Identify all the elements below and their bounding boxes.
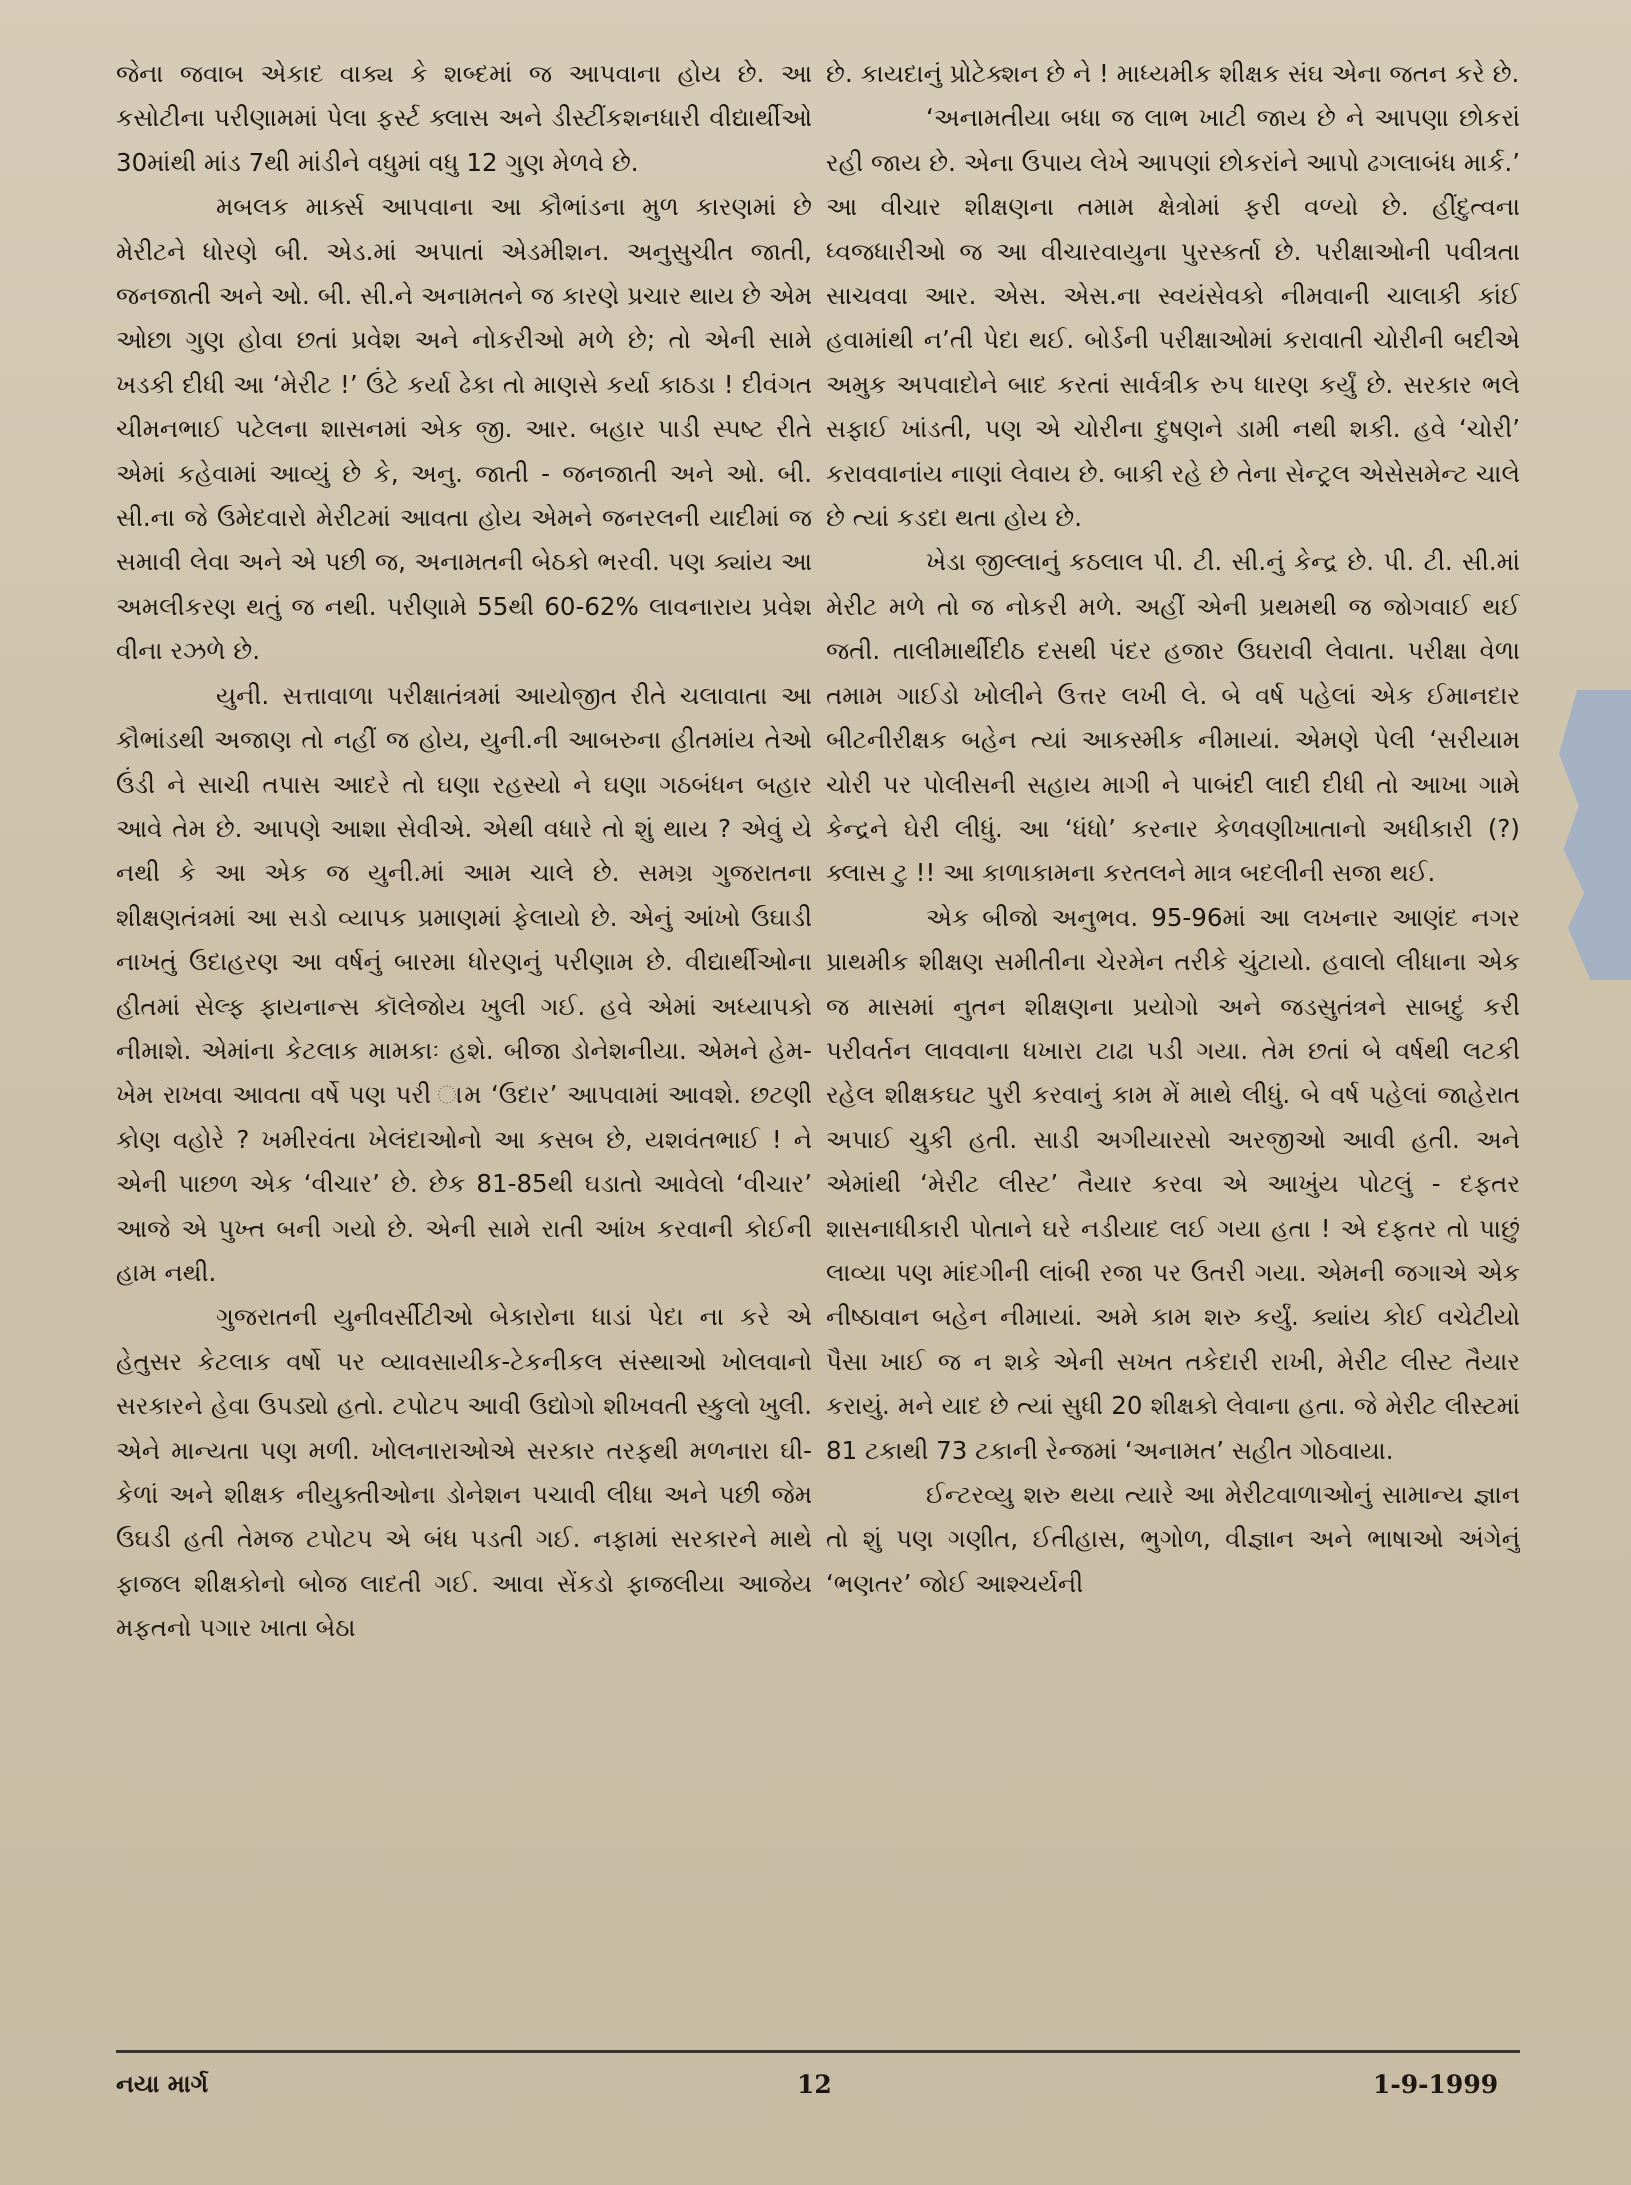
paragraph: ગુજરાતની યુનીવર્સીટીઓ બેકારોના ધાડાં પેદા ના કરે એ હેતુસર કેટલાક વર્ષો પર વ્યાવસાયીક-ટેકનીકલ સંસ્થાઓ ખોલવાનો સરકારને હેવા ઉપડ્યો હતો. ટપોટપ આવી ઉદ્યોગો શીખવતી સ્કુલો ખુલી. એને માન્યતા પણ મળી. ખોલનારાઓએ સરકાર તરફથી મળનારા ઘી-કેળાં અને શીક્ષક નીયુક્તીઓના ડોનેશન પચાવી લીધા અને પછી જેમ ઉઘડી હતી તેમજ ટપોટપ એ બંધ પડતી ગઈ. નફામાં સરકારને માથે ફાજલ શીક્ષકોનો બોજ લાદતી ગઈ. આવા સેંકડો ફાજલીયા આજેય મફતનો પગાર ખાતા બેઠા [116,1302,812,1643]
page-number: 12 [797,2070,832,2099]
paragraph: છે. કાયદાનું પ્રોટેક્શન છે ને ! માધ્યમીક શીક્ષક સંઘ એના જતન કરે છે. [826,59,1520,88]
torn-paper-edge [1541,690,1631,980]
paragraph: ખેડા જીલ્લાનું કઠલાલ પી. ટી. સી.નું કેન્દ્ર છે. પી. ટી. સી.માં મેરીટ મળે તો જ નોકરી મળે. અહીં એની પ્રથમથી જ જોગવાઈ થઈ જતી. તાલીમાર્થીદીઠ દસથી પંદર હજાર ઉઘરાવી લેવાતા. પરીક્ષા વેળા તમામ ગાઈડો ખોલીને ઉત્તર લખી લે. બે વર્ષ પહેલાં એક ઈમાનદાર બીટનીરીક્ષક બહેન ત્યાં આકસ્મીક નીમાયાં. એમણે પેલી ‘સરીયામ ચોરી પર પોલીસની સહાય માગી ને પાબંદી લાદી દીધી તો આખા ગામે કેન્દ્રને ઘેરી લીધું. આ ‘ધંધો’ કરનાર કેળવણીખાતાનો અધીકારી (?) ક્લાસ ટુ !! આ કાળાકામના કરતલને માત્ર બદલીની સજા થઈ. [826,547,1520,888]
paragraph: યુની. સત્તાવાળા પરીક્ષાતંત્રમાં આયોજીત રીતે ચલાવાતા આ કૌભાંડથી અજાણ તો નહીં જ હોય, યુની.ની આબરુના હીતમાંય તેઓ ઉંડી ને સાચી તપાસ આદરે તો ઘણા રહસ્યો ને ઘણા ગઠબંધન બહાર આવે તેમ છે. આપણે આશા સેવીએ. એથી વધારે તો શું થાય ? એવું યે નથી કે આ એક જ યુની.માં આમ ચાલે છે. સમગ્ર ગુજરાતના શીક્ષણતંત્રમાં આ સડો વ્યાપક પ્રમાણમાં ફેલાયો છે. એનું આંખો ઉઘાડી નાખતું ઉદાહરણ આ વર્ષનું બારમા ધોરણનું પરીણામ છે. વીદ્યાર્થીઓના હીતમાં સેલ્ફ ફાયનાન્સ કૉલેજોય ખુલી ગઈ. હવે એમાં અધ્યાપકો નીમાશે. એમાંના કેટલાક મામકાઃ હશે. બીજા ડોનેશનીયા. એમને હેમ-ખેમ રાખવા આવતા વર્ષે પણ પરી ામ ‘ઉદાર’ આપવામાં આવશે. છટણી કોણ વહોરે ? ખમીરવંતા ખેલંદાઓનો આ કસબ છે, યશવંતભાઈ ! ને એની પાછળ એક ‘વીચાર’ છે. છેક 81-85થી ઘડાતો આવેલો ‘વીચાર’ આજે એ પુખ્ત બની ગયો છે. એની સામે રાતી આંખ કરવાની કોઈની હામ નથી. [116,680,812,1287]
publication-name: નયા માર્ગ [116,2070,209,2098]
paragraph: ઈન્ટરવ્યુ શરુ થયા ત્યારે આ મેરીટવાળાઓનું સામાન્ય જ્ઞાન તો શું પણ ગણીત, ઈતીહાસ, ભુગોળ, વીજ્ઞાન અને ભાષાઓ અંગેનું ‘ભણતર’ જોઈ આશ્ચર્યની [826,1480,1520,1598]
issue-date: 1-9-1999 [1373,2070,1499,2099]
paragraph: જેના જવાબ એકાદ વાક્ય કે શબ્દમાં જ આપવાના હોય છે. આ કસોટીના પરીણામમાં પેલા ફર્સ્ટ ક્લાસ અને ડીસ્ટીંકશનધારી વીદ્યાર્થીઓ 30માંથી માંડ 7થી માંડીને વધુમાં વધુ 12 ગુણ મેળવે છે. [116,59,812,177]
paragraph: ‘અનામતીયા બધા જ લાભ ખાટી જાય છે ને આપણા છોકરાં રહી જાય છે. એના ઉપાય લેખે આપણાં છોકરાંને આપો ઢગલાબંધ માર્ક.’ આ વીચાર શીક્ષણના તમામ ક્ષેત્રોમાં ફરી વળ્યો છે. હીંદુત્વના ધ્વજધારીઓ જ આ વીચારવાયુના પુરસ્કર્તા છે. પરીક્ષાઓની પવીત્રતા સાચવવા આર. એસ. એસ.ના સ્વયંસેવકો નીમવાની ચાલાકી કાંઈ હવામાંથી ન’તી પેદા થઈ. બોર્ડની પરીક્ષાઓમાં કરાવાતી ચોરીની બદીએ અમુક અપવાદોને બાદ કરતાં સાર્વત્રીક રુપ ધારણ કર્યું છે. સરકાર ભલે સફાઈ ખાંડતી, પણ એ ચોરીના દુષણને ડામી નથી શકી. હવે ‘ચોરી’ કરાવવાનાંય નાણાં લેવાય છે. બાકી રહે છે તેના સેન્ટ્રલ એસેસમેન્ટ ચાલે છે ત્યાં કડદા થતા હોય છે. [826,103,1520,533]
paragraph: એક બીજો અનુભવ. 95-96માં આ લખનાર આણંદ નગર પ્રાથમીક શીક્ષણ સમીતીના ચેરમેન તરીકે ચુંટાયો. હવાલો લીધાના એક જ માસમાં નુતન શીક્ષણના પ્રયોગો અને જડસુતંત્રને સાબદું કરી પરીવર્તન લાવવાના ધખારા ટાઢા પડી ગયા. તેમ છતાં બે વર્ષથી લટકી રહેલ શીક્ષકઘટ પુરી કરવાનું કામ મેં માથે લીધું. બે વર્ષ પહેલાં જાહેરાત અપાઈ ચુકી હતી. સાડી અગીયારસો અરજીઓ આવી હતી. અને એમાંથી ‘મેરીટ લીસ્ટ’ તૈયાર કરવા એ આખુંય પોટલું - દફતર શાસનાધીકારી પોતાને ઘરે નડીયાદ લઈ ગયા હતા ! એ દફતર તો પાછું લાવ્યા પણ માંદગીની લાંબી રજા પર ઉતરી ગયા. એમની જગાએ એક નીષ્ઠાવાન બહેન નીમાયાં. અમે કામ શરુ કર્યું. ક્યાંય કોઈ વચેટીયો પૈસા ખાઈ જ ન શકે એની સખત તકેદારી રાખી, મેરીટ લીસ્ટ તૈયાર કરાયું. મને યાદ છે ત્યાં સુધી 20 શીક્ષકો લેવાના હતા. જે મેરીટ લીસ્ટમાં 81 ટકાથી 73 ટકાની રેન્જમાં ‘અનામત’ સહીત ગોઠવાયા. [826,902,1520,1465]
right-column [826,52,1520,2037]
paragraph: મબલક માર્ક્સ આપવાના આ કૌભાંડના મુળ કારણમાં છે મેરીટને ધોરણે બી. એડ.માં અપાતાં એડમીશન. અનુસુચીત જાતી, જનજાતી અને ઓ. બી. સી.ને અનામતને જ કારણે પ્રચાર થાય છે એમ ઓછા ગુણ હોવા છતાં પ્રવેશ અને નોકરીઓ મળે છે; તો એની સામે ખડકી દીધી આ ‘મેરીટ !’ ઉંટે કર્યા ઢેકા તો માણસે કર્યા કાઠડા ! દીવંગત ચીમનભાઈ પટેલના શાસનમાં એક જી. આર. બહાર પાડી સ્પષ્ટ રીતે એમાં કહેવામાં આવ્યું છે કે, અનુ. જાતી - જનજાતી અને ઓ. બી. સી.ના જે ઉમેદવારો મેરીટમાં આવતા હોય એમને જનરલની યાદીમાં જ સમાવી લેવા અને એ પછી જ, અનામતની બેઠકો ભરવી. પણ ક્યાંય આ અમલીકરણ થતું જ નથી. પરીણામે 55થી 60-62% લાવનારાય પ્રવેશ વીના રઝળે છે. [116,192,812,666]
left-column [116,52,812,2037]
footer-divider [116,2050,1520,2053]
